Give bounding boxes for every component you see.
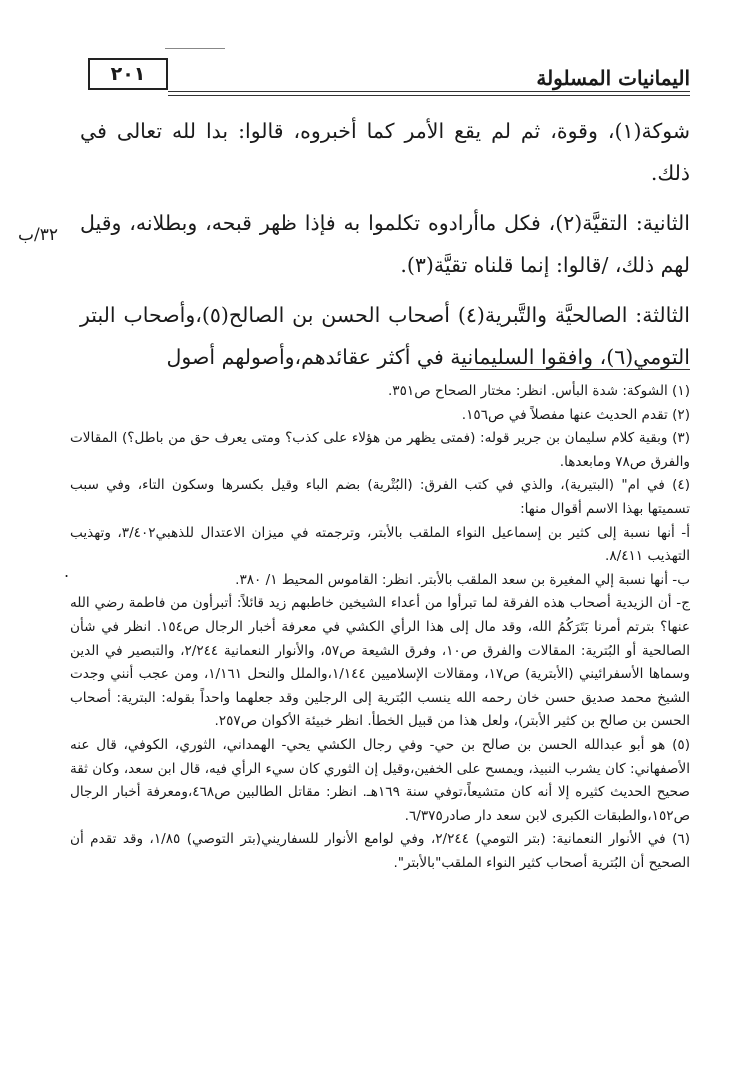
page-header [80, 58, 690, 98]
header-rule [168, 91, 690, 96]
scan-mark [165, 48, 225, 49]
scan-dot: . [64, 562, 70, 581]
paragraph-1: شوكة(١)، وقوة، ثم لم يقع الأمر كما أخبروه، قالوا: بدا لله تعالى في ذلك. [80, 119, 690, 185]
manuscript-folio-note: ٣٢/ب [18, 225, 58, 245]
footnote-separator [460, 369, 690, 370]
page-number: ٢٠١ [88, 58, 168, 90]
footnote-1: (١) الشوكة: شدة البأس. انظر: مختار الصحاح ص٣٥١. [387, 383, 690, 399]
footnote-4b: ب- أنها نسبة إلي المغيرة بن سعد الملقب بالأبتر. انظر: القاموس المحيط ١/ ٣٨٠. [235, 571, 690, 588]
footnotes [70, 380, 690, 875]
footnote-3: (٣) وبقية كلام سليمان بن جرير قوله: (فمتى يظهر من هؤلاء على كذب؟ ومتى يعرف حق من باطل؟) المقالات والفرق ص٧٨ ومابعدها. [70, 430, 690, 470]
paragraph-2: الثانية: التقيَّة(٢)، فكل ماأرادوه تكلموا به فإذا ظهر قبحه، وبطلانه، وقيل لهم ذلك، /قالوا: إنما قلناه تقيَّة(٣). [80, 211, 690, 277]
footnote-4: (٤) في ام" (البتيرية)، والذي في كتب الفرق: (البُتْرية) بضم الباء وقيل بكسرها وسكون التاء، وفي سبب تسميتها بهذا الاسم أقوال منها: [70, 477, 690, 517]
footnote-2: (٢) تقدم الحديث عنها مفصلاً في ص١٥٦. [461, 406, 690, 423]
footnote-4c: ج- أن الزيدية أصحاب هذه الفرقة لما تبرأوا من أعداء الشيخين خاطبهم زيد قائلاً: أتبرأون من فاطمة رضي الله عنها؟ بترتم أمرنا بَتَرَكُمُ الله، وقد مال إلى هذا الرأي الكشي في معرفة أخبار الرجال ص١٥٤. انظر في شأن الصالحية أو البُترية: المقالات والفرق ص١٠، وفرق الشيعة ص٥٧، والأنوار النعمانية ٢/٢٤٤، والتبصير في الدين وسماها الأسفرائيني (الأبترية) ص١٧، ومقالات الإسلاميين ١/١٤٤،والملل والنحل ١/١٦١، ومن عجب أنني وجدت الشيخ محمد صديق حسن خان رحمه الله ينسب البُترية إلى الرجلين وقد جعلهما واحداً بقوله: البترية: أصحاب الحسن بن صالح بن كثير الأبتر)، ولعل هذا من قبيل الخطأ. انظر خبيئة الأكوان ص٢٥٧. [70, 595, 690, 730]
footnote-6: (٦) في الأنوار النعمانية: (بتر التومي) ٢/٢٤٤، وفي لوامع الأنوار للسفاريني(بتر التوصي) ١/٨٥، وقد تقدم أن الصحيح أن البُترية أصحاب كثير النواء الملقب"بالأبتر". [70, 831, 690, 871]
running-title: اليمانيات المسلولة [536, 66, 690, 90]
main-text [80, 110, 690, 386]
footnote-4a: أ- أنها نسبة إلى كثير بن إسماعيل النواء الملقب بالأبتر، وترجمته في ميزان الاعتدال للذهبي٣/٤٠٢، وتهذيب التهذيب ٨/٤١١. [70, 524, 690, 565]
footnote-5: (٥) هو أبو عبدالله الحسن بن صالح بن حي- وفي رجال الكشي يحي- الهمداني، الثوري، الكوفي، قال عنه الأصفهاني: كان يشرب النبيذ، ويمسح على الخفين،وقيل إن الثوري كان سيء الرأي فيه، قال ابن سعد، وكان ثقة صحيح الحديث كثيره إلا أنه كان متشيعاً،توفي سنة ١٦٩هـ. انظر: مقاتل الطالبين ص٤٦٨،ومعرفة أخبار الرجال ص١٥٢،والطبقات الكبرى لابن سعد دار صادر٦/٣٧٥. [70, 736, 690, 824]
paragraph-3: الثالثة: الصالحيَّة والتَّبرية(٤) أصحاب الحسن بن الصالح(٥)،وأصحاب البتر التومي(٦)، وافقوا السليمانية في أكثر عقائدهم،وأصولهم أصول [80, 303, 690, 369]
